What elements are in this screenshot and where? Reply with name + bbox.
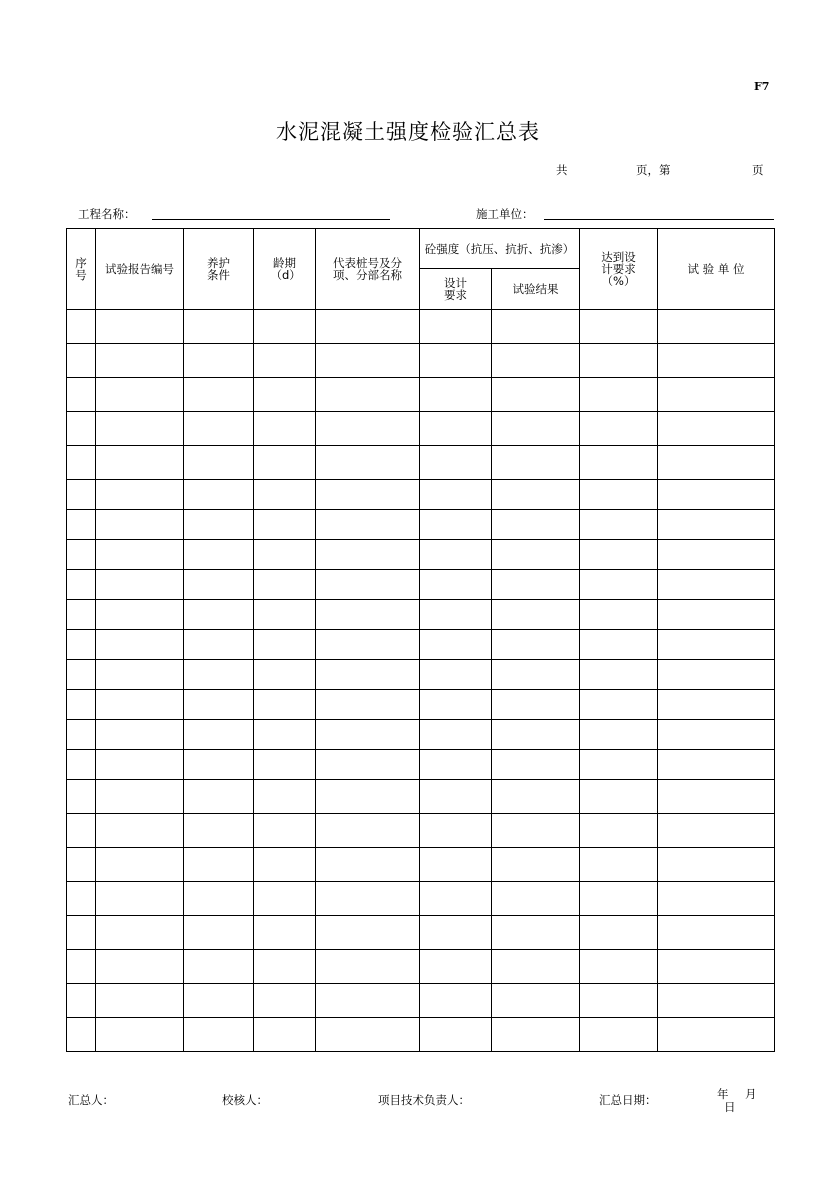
table-cell[interactable] — [316, 848, 420, 882]
table-cell[interactable] — [420, 750, 492, 780]
table-cell[interactable] — [658, 950, 775, 984]
table-cell[interactable] — [254, 510, 316, 540]
table-cell[interactable] — [420, 780, 492, 814]
table-cell[interactable] — [658, 916, 775, 950]
header-seq: 序号 — [67, 229, 96, 310]
table-cell[interactable] — [184, 378, 254, 412]
table-cell[interactable] — [316, 412, 420, 446]
table-cell[interactable] — [658, 720, 775, 750]
summarizer-label: 汇总人： — [68, 1093, 114, 1107]
table-cell[interactable] — [492, 570, 580, 600]
table-cell[interactable] — [492, 630, 580, 660]
table-cell[interactable] — [658, 412, 775, 446]
table-cell[interactable] — [580, 814, 658, 848]
table-cell[interactable] — [254, 780, 316, 814]
table-cell[interactable] — [67, 984, 96, 1018]
table-cell[interactable] — [67, 540, 96, 570]
table-cell[interactable] — [96, 950, 184, 984]
table-cell[interactable] — [580, 1018, 658, 1052]
table-cell[interactable] — [96, 848, 184, 882]
table-cell[interactable] — [254, 600, 316, 630]
table-row — [67, 570, 775, 600]
table-cell[interactable] — [492, 446, 580, 480]
table-cell[interactable] — [184, 540, 254, 570]
contractor-label: 施工单位： — [476, 207, 534, 221]
table-cell[interactable] — [67, 480, 96, 510]
table-cell[interactable] — [492, 540, 580, 570]
table-cell[interactable] — [184, 780, 254, 814]
header-curing: 养护条件 — [184, 229, 254, 310]
table-cell[interactable] — [658, 570, 775, 600]
table-cell[interactable] — [96, 750, 184, 780]
header-test-result: 试验结果 — [492, 269, 580, 310]
date-label: 汇总日期： — [599, 1093, 657, 1107]
table-row — [67, 344, 775, 378]
table-cell[interactable] — [420, 814, 492, 848]
table-cell[interactable] — [316, 630, 420, 660]
table-row — [67, 750, 775, 780]
table-cell[interactable] — [658, 480, 775, 510]
table-cell[interactable] — [67, 344, 96, 378]
table-cell[interactable] — [96, 984, 184, 1018]
table-row — [67, 630, 775, 660]
table-cell[interactable] — [492, 814, 580, 848]
table-cell[interactable] — [316, 600, 420, 630]
table-cell[interactable] — [492, 1018, 580, 1052]
table-row — [67, 1018, 775, 1052]
table-cell[interactable] — [316, 310, 420, 344]
table-cell[interactable] — [67, 848, 96, 882]
table-cell[interactable] — [658, 984, 775, 1018]
table-cell[interactable] — [67, 750, 96, 780]
table-cell[interactable] — [420, 916, 492, 950]
table-cell[interactable] — [420, 378, 492, 412]
table-cell[interactable] — [67, 690, 96, 720]
table-cell[interactable] — [580, 412, 658, 446]
table-row — [67, 780, 775, 814]
table-cell[interactable] — [254, 916, 316, 950]
table-cell[interactable] — [492, 882, 580, 916]
table-cell[interactable] — [316, 814, 420, 848]
table-cell[interactable] — [67, 600, 96, 630]
table-row — [67, 848, 775, 882]
table-cell[interactable] — [254, 750, 316, 780]
table-cell[interactable] — [316, 378, 420, 412]
table-cell[interactable] — [184, 720, 254, 750]
table-cell[interactable] — [316, 570, 420, 600]
table-cell[interactable] — [492, 916, 580, 950]
table-cell[interactable] — [184, 344, 254, 378]
table-cell[interactable] — [658, 780, 775, 814]
table-cell[interactable] — [492, 412, 580, 446]
table-cell[interactable] — [658, 848, 775, 882]
table-cell[interactable] — [492, 600, 580, 630]
table-cell[interactable] — [254, 446, 316, 480]
table-cell[interactable] — [580, 882, 658, 916]
date-year: 年 — [717, 1087, 729, 1101]
table-cell[interactable] — [316, 984, 420, 1018]
table-cell[interactable] — [67, 916, 96, 950]
table-row — [67, 720, 775, 750]
table-row — [67, 480, 775, 510]
table-cell[interactable] — [67, 882, 96, 916]
table-cell[interactable] — [184, 984, 254, 1018]
table-cell[interactable] — [67, 570, 96, 600]
header-report-no: 试验报告编号 — [96, 229, 184, 310]
table-cell[interactable] — [580, 446, 658, 480]
table-cell[interactable] — [96, 540, 184, 570]
summary-table — [66, 228, 775, 1052]
table-cell[interactable] — [184, 916, 254, 950]
table-row — [67, 950, 775, 984]
table-row — [67, 660, 775, 690]
table-cell[interactable] — [316, 950, 420, 984]
header-rep-item: 代表桩号及分项、分部名称 — [316, 229, 420, 310]
table-cell[interactable] — [184, 950, 254, 984]
table-cell[interactable] — [316, 916, 420, 950]
table-cell[interactable] — [658, 690, 775, 720]
table-cell[interactable] — [580, 780, 658, 814]
table-cell[interactable] — [492, 510, 580, 540]
table-cell[interactable] — [658, 630, 775, 660]
table-cell[interactable] — [658, 344, 775, 378]
table-cell[interactable] — [658, 310, 775, 344]
table-cell[interactable] — [492, 378, 580, 412]
table-cell[interactable] — [96, 630, 184, 660]
table-row — [67, 690, 775, 720]
table-cell[interactable] — [580, 720, 658, 750]
table-cell[interactable] — [420, 446, 492, 480]
table-cell[interactable] — [96, 510, 184, 540]
table-cell[interactable] — [67, 780, 96, 814]
table-cell[interactable] — [184, 848, 254, 882]
table-cell[interactable] — [580, 750, 658, 780]
table-cell[interactable] — [420, 848, 492, 882]
table-cell[interactable] — [580, 630, 658, 660]
table-cell[interactable] — [658, 750, 775, 780]
table-cell[interactable] — [96, 310, 184, 344]
contractor-field[interactable] — [544, 219, 774, 220]
table-row — [67, 916, 775, 950]
header-test-unit: 试 验 单 位 — [658, 229, 775, 310]
table-cell[interactable] — [184, 510, 254, 540]
table-cell[interactable] — [492, 750, 580, 780]
table-cell[interactable] — [492, 780, 580, 814]
table-cell[interactable] — [184, 660, 254, 690]
page-suffix: 页 — [752, 163, 764, 177]
table-cell[interactable] — [96, 378, 184, 412]
table-cell[interactable] — [316, 344, 420, 378]
table-cell[interactable] — [580, 480, 658, 510]
table-cell[interactable] — [254, 344, 316, 378]
table-cell[interactable] — [254, 310, 316, 344]
table-cell[interactable] — [420, 510, 492, 540]
table-cell[interactable] — [184, 412, 254, 446]
table-cell[interactable] — [580, 540, 658, 570]
table-cell[interactable] — [254, 660, 316, 690]
header-strength-group: 砼强度（抗压、抗折、抗渗） — [420, 229, 580, 269]
table-row — [67, 378, 775, 412]
table-cell[interactable] — [316, 720, 420, 750]
table-cell[interactable] — [658, 1018, 775, 1052]
table-cell[interactable] — [96, 660, 184, 690]
table-cell[interactable] — [67, 446, 96, 480]
page-title: 水泥混凝土强度检验汇总表 — [276, 120, 540, 144]
table-cell[interactable] — [420, 480, 492, 510]
table-cell[interactable] — [67, 720, 96, 750]
table-cell[interactable] — [184, 630, 254, 660]
table-row — [67, 814, 775, 848]
table-row — [67, 882, 775, 916]
table-cell[interactable] — [316, 690, 420, 720]
table-cell[interactable] — [96, 600, 184, 630]
table-cell[interactable] — [254, 882, 316, 916]
table-cell[interactable] — [67, 814, 96, 848]
table-cell[interactable] — [420, 310, 492, 344]
table-cell[interactable] — [67, 660, 96, 690]
table-cell[interactable] — [96, 690, 184, 720]
table-cell[interactable] — [96, 814, 184, 848]
table-cell[interactable] — [96, 412, 184, 446]
table-cell[interactable] — [67, 310, 96, 344]
table-cell[interactable] — [420, 950, 492, 984]
table-cell[interactable] — [492, 660, 580, 690]
table-cell[interactable] — [492, 720, 580, 750]
table-row — [67, 510, 775, 540]
table-row — [67, 446, 775, 480]
table-cell[interactable] — [580, 950, 658, 984]
page-total-prefix: 共 — [556, 163, 568, 177]
table-cell[interactable] — [254, 630, 316, 660]
table-cell[interactable] — [254, 412, 316, 446]
table-cell[interactable] — [67, 950, 96, 984]
page-mid-label: 页，第 — [636, 163, 671, 177]
table-cell[interactable] — [254, 378, 316, 412]
table-cell[interactable] — [420, 600, 492, 630]
tech-lead-label: 项目技术负责人： — [378, 1093, 470, 1107]
table-cell[interactable] — [254, 480, 316, 510]
table-cell[interactable] — [254, 1018, 316, 1052]
table-cell[interactable] — [420, 690, 492, 720]
table-cell[interactable] — [316, 1018, 420, 1052]
table-cell[interactable] — [658, 446, 775, 480]
project-name-label: 工程名称： — [78, 207, 136, 221]
date-month: 月 — [745, 1087, 757, 1101]
table-cell[interactable] — [420, 540, 492, 570]
table-cell[interactable] — [184, 1018, 254, 1052]
table-cell[interactable] — [580, 600, 658, 630]
table-cell[interactable] — [316, 882, 420, 916]
table-cell[interactable] — [492, 480, 580, 510]
table-cell[interactable] — [67, 1018, 96, 1052]
table-cell[interactable] — [658, 378, 775, 412]
header-percent: 达到设计要求（%） — [580, 229, 658, 310]
table-cell[interactable] — [96, 570, 184, 600]
table-cell[interactable] — [580, 690, 658, 720]
table-cell[interactable] — [67, 630, 96, 660]
table-cell[interactable] — [67, 510, 96, 540]
table-cell[interactable] — [254, 814, 316, 848]
date-day: 日 — [724, 1100, 736, 1114]
table-row — [67, 984, 775, 1018]
table-cell[interactable] — [316, 480, 420, 510]
table-cell[interactable] — [420, 882, 492, 916]
table-cell[interactable] — [316, 780, 420, 814]
table-row — [67, 310, 775, 344]
table-cell[interactable] — [420, 412, 492, 446]
table-cell[interactable] — [492, 950, 580, 984]
table-cell[interactable] — [96, 344, 184, 378]
table-cell[interactable] — [420, 570, 492, 600]
table-cell[interactable] — [580, 344, 658, 378]
table-cell[interactable] — [316, 540, 420, 570]
table-cell[interactable] — [420, 1018, 492, 1052]
table-cell[interactable] — [580, 510, 658, 540]
table-cell[interactable] — [96, 480, 184, 510]
table-cell[interactable] — [254, 720, 316, 750]
table-cell[interactable] — [254, 570, 316, 600]
project-name-field[interactable] — [152, 219, 390, 220]
table-cell[interactable] — [580, 570, 658, 600]
checker-label: 校核人： — [222, 1093, 268, 1107]
table-cell[interactable] — [580, 310, 658, 344]
table-cell[interactable] — [420, 630, 492, 660]
table-cell[interactable] — [658, 540, 775, 570]
table-cell[interactable] — [254, 690, 316, 720]
header-age: 龄期（d） — [254, 229, 316, 310]
table-cell[interactable] — [67, 378, 96, 412]
table-cell[interactable] — [184, 570, 254, 600]
table-row — [67, 540, 775, 570]
table-cell[interactable] — [254, 950, 316, 984]
table-cell[interactable] — [420, 984, 492, 1018]
table-cell[interactable] — [658, 600, 775, 630]
table-cell[interactable] — [420, 720, 492, 750]
table-cell[interactable] — [580, 660, 658, 690]
table-cell[interactable] — [658, 882, 775, 916]
table-cell[interactable] — [96, 720, 184, 750]
table-cell[interactable] — [254, 984, 316, 1018]
table-cell[interactable] — [96, 446, 184, 480]
table-cell[interactable] — [420, 660, 492, 690]
table-row — [67, 412, 775, 446]
table-cell[interactable] — [254, 540, 316, 570]
table-cell[interactable] — [492, 310, 580, 344]
table-cell[interactable] — [580, 984, 658, 1018]
table-cell[interactable] — [96, 916, 184, 950]
table-cell[interactable] — [184, 690, 254, 720]
table-cell[interactable] — [184, 480, 254, 510]
table-cell[interactable] — [658, 510, 775, 540]
header-design-req: 设计要求 — [420, 269, 492, 310]
table-cell[interactable] — [184, 882, 254, 916]
table-cell[interactable] — [67, 412, 96, 446]
table-cell[interactable] — [316, 446, 420, 480]
table-cell[interactable] — [184, 446, 254, 480]
table-cell[interactable] — [580, 848, 658, 882]
table-row — [67, 600, 775, 630]
table-cell[interactable] — [184, 750, 254, 780]
table-cell[interactable] — [580, 916, 658, 950]
table-cell[interactable] — [96, 780, 184, 814]
table-cell[interactable] — [492, 984, 580, 1018]
table-cell[interactable] — [184, 600, 254, 630]
table-cell[interactable] — [316, 660, 420, 690]
table-cell[interactable] — [184, 310, 254, 344]
table-cell[interactable] — [492, 848, 580, 882]
table-cell[interactable] — [658, 814, 775, 848]
table-cell[interactable] — [580, 378, 658, 412]
table-cell[interactable] — [96, 882, 184, 916]
table-cell[interactable] — [316, 750, 420, 780]
table-cell[interactable] — [492, 344, 580, 378]
table-cell[interactable] — [316, 510, 420, 540]
table-cell[interactable] — [184, 814, 254, 848]
table-cell[interactable] — [420, 344, 492, 378]
table-cell[interactable] — [254, 848, 316, 882]
table-cell[interactable] — [96, 1018, 184, 1052]
form-code: F7 — [754, 80, 770, 93]
table-cell[interactable] — [658, 660, 775, 690]
table-cell[interactable] — [492, 690, 580, 720]
